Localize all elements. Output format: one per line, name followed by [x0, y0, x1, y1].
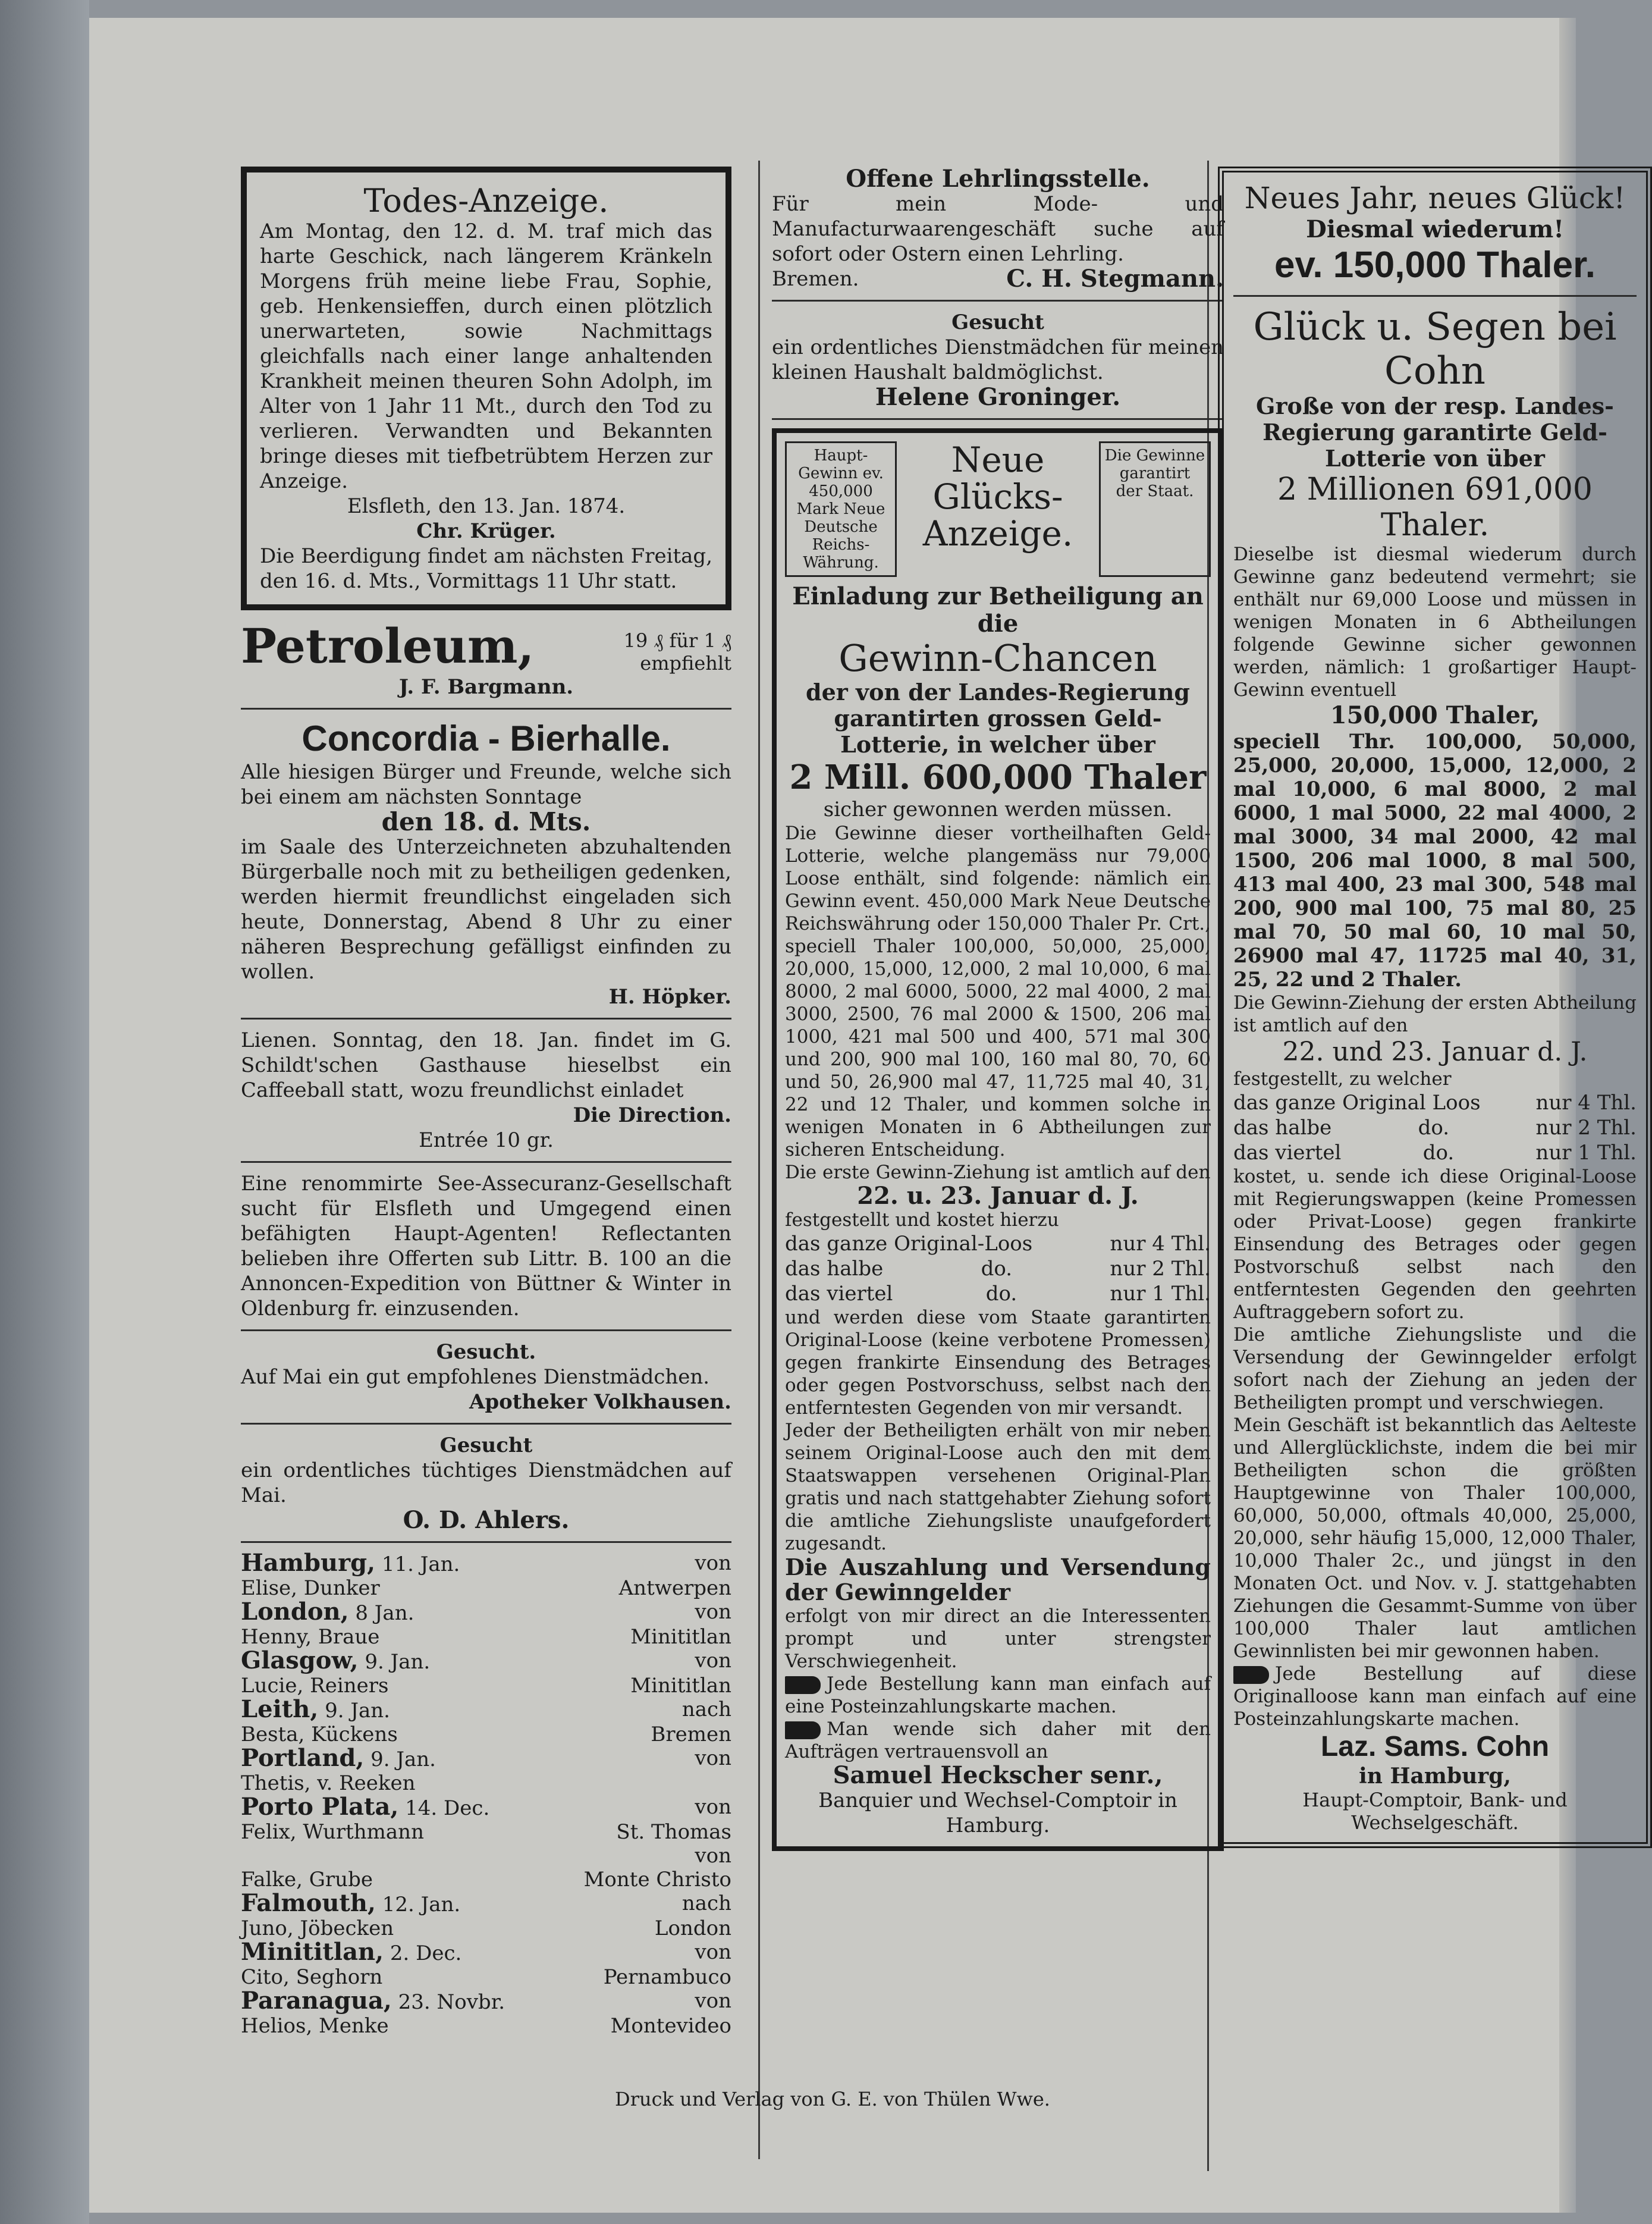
ship-entry: [241, 1695, 731, 1746]
pointing-hand-icon: [785, 1721, 821, 1739]
ship-direction: von: [695, 1989, 731, 2013]
ship-direction: von: [695, 1844, 731, 1868]
maid-wanted-text: ein ordentliches Dienstmädchen für meinen kleinen Haushalt baldmöglichst.: [772, 335, 1224, 384]
lottery-price-row: [785, 1231, 1211, 1256]
cohn-firm-city: in Hamburg,: [1359, 1764, 1511, 1789]
wanted-signer: Apotheker Volkhausen.: [469, 1390, 731, 1414]
petroleum-price: 19 ₰ für 1 ₰: [623, 629, 731, 652]
ship-place: London: [654, 1916, 731, 1940]
apprentice-ad: [772, 167, 1224, 291]
lottery-body-5: Jeder der Betheiligten erhält von mir neben seinem Original-Loose auch den mit dem Staatswappen versehenen Original-Plan gratis und nach stattgehabter Ziehung sofort die amtliche Ziehungsliste unaufgefordert zugesandt.: [785, 1420, 1211, 1554]
concordia-date: den 18. d. Mts.: [381, 807, 591, 836]
price-label: das viertel: [785, 1282, 893, 1306]
lottery-payout: erfolgt von mir direct an die Interessenten prompt und unter strengster Verschwiegenheit.: [785, 1605, 1211, 1672]
ship-port: Minititlan,: [241, 1938, 384, 1966]
price-label: das halbe: [1233, 1116, 1332, 1140]
ship-date: 9. Jan.: [365, 1650, 431, 1674]
cohn-brand: Glück u. Segen bei Cohn: [1253, 305, 1617, 393]
lottery-title: Neue Glücks-Anzeige.: [922, 440, 1073, 554]
lienen-signer: Die Direction.: [573, 1103, 731, 1127]
binder-edge: [0, 0, 89, 2224]
concordia-ad: [241, 718, 731, 1009]
ship-vessel: Juno, Jöbecken: [241, 1916, 394, 1940]
ship-vessel: Henny, Braue: [241, 1625, 380, 1649]
lienen-text: Lienen. Sonntag, den 18. Jan. findet im G. Schildt'schen Gasthause hieselbst ein Caffeeball statt, wozu freundlichst einladet: [241, 1028, 731, 1102]
apprentice-place: Bremen.: [772, 267, 859, 291]
wanted-ad-1: [241, 1340, 731, 1414]
cohn-text-3: Die Gewinn-Ziehung der ersten Abtheilung ist amtlich auf den: [1233, 992, 1637, 1036]
lienen-ad: [241, 1028, 731, 1153]
wanted-signer: O. D. Ahlers.: [403, 1506, 570, 1534]
divider: [241, 1329, 731, 1331]
cohn-order-text: Jede Bestellung auf diese Originalloose kann man einfach auf eine Posteinzahlungskarte machen.: [1233, 1663, 1637, 1730]
column-middle: [772, 167, 1224, 1851]
ship-vessel: Falke, Grube: [241, 1868, 373, 1892]
ship-vessel: Lucie, Reiners: [241, 1674, 389, 1698]
lottery-banker: Samuel Heckscher senr.,: [833, 1761, 1163, 1789]
price-label: das halbe: [785, 1257, 884, 1281]
wanted-ad-2: [241, 1433, 731, 1533]
ship-entry: [241, 1844, 731, 1892]
ship-port: Glasgow,: [241, 1646, 359, 1674]
cohn-text-6: Die amtliche Ziehungsliste und die Versendung der Gewinngelder erfolgt sofort nach der Ziehung an jeden der Betheiligten prompt und verschwiegen.: [1233, 1324, 1637, 1413]
ship-entry: [241, 1646, 731, 1698]
column-left: [241, 167, 731, 2038]
lottery-price-row: [785, 1256, 1211, 1281]
ship-entry: [241, 1940, 731, 1989]
cohn-price-row: [1233, 1115, 1637, 1140]
lottery-ad-heckscher: [772, 428, 1224, 1851]
ship-direction: von: [695, 1600, 731, 1624]
divider: [241, 1018, 731, 1020]
lottery-invite: Einladung zur Betheiligung an die: [792, 582, 1204, 638]
ship-place: St. Thomas: [616, 1820, 731, 1844]
cohn-firm-sub: Haupt-Comptoir, Bank- und Wechselgeschäft.: [1302, 1789, 1568, 1834]
price-value: nur 2 Thl.: [1535, 1116, 1637, 1140]
divider: [772, 418, 1224, 420]
divider: [772, 300, 1224, 302]
ship-vessel: Elise, Dunker: [241, 1576, 380, 1600]
ship-vessel: Cito, Seghorn: [241, 1965, 383, 1989]
ship-date: 23. Novbr.: [398, 1990, 505, 2014]
concordia-intro: Alle hiesigen Bürger und Freunde, welche sich bei einem am nächsten Sonntage: [241, 760, 731, 809]
lienen-entry: Entrée 10 gr.: [419, 1128, 554, 1152]
lottery-price-row: [785, 1281, 1211, 1306]
column-right: [1218, 167, 1652, 1848]
cohn-draw-date: 22. und 23. Januar d. J.: [1282, 1037, 1588, 1067]
price-ditto: do.: [1418, 1116, 1450, 1140]
ship-direction: nach: [681, 1698, 731, 1721]
ship-port: Porto Plata,: [241, 1793, 399, 1821]
ship-entry: [241, 1889, 731, 1940]
ship-entry: [241, 1795, 731, 1844]
ship-date: 12. Jan.: [382, 1893, 461, 1916]
cohn-headline: Neues Jahr, neues Glück!: [1244, 181, 1626, 215]
ship-entry: [241, 1746, 731, 1795]
lottery-chances: Gewinn-Chancen: [838, 636, 1157, 680]
lottery-main-prize-box: Haupt-Gewinn ev. 450,000 Mark Neue Deutsche Reichs-Währung.: [785, 441, 897, 577]
maid-wanted-title: Gesucht: [951, 310, 1044, 334]
lottery-body-4: und werden diese vom Staate garantirten Original-Loose (keine verbotene Promessen) gegen frankirte Einsendung des Betrages oder gegen Postvorschuss, selbst nach den entferntesten Gegenden von mir versandt.: [785, 1307, 1211, 1419]
price-label: das ganze Original Loos: [1233, 1091, 1481, 1115]
ship-date: 14. Dec.: [405, 1796, 490, 1820]
cohn-text-2: speciell Thr. 100,000, 50,000, 25,000, 20,000, 15,000, 12,000, 2 mal 10,000, 6 mal 8000, 2 mal 6000, 1 mal 5000, 22 mal 4000, 2 mal 3000, 34 mal 2000, 42 mal 1500, 206 mal 1000, 8 mal 500, 413 mal 400, 23 mal 300, 548 mal 200, 900 mal 100, 75 mal 80, 25 mal 70, 50 mal 60, 10 mal 50, 26900 mal 47, 11725 mal 40, 31, 25, 22 und 2 Thaler.: [1233, 730, 1637, 992]
lottery-ad-cohn: [1218, 167, 1652, 1848]
petroleum-title: Petroleum,: [241, 618, 535, 674]
divider: [241, 708, 731, 710]
pointing-hand-icon: [785, 1676, 821, 1694]
death-notice-title: Todes-Anzeige.: [363, 182, 609, 219]
ship-port: London,: [241, 1598, 349, 1626]
price-value: nur 4 Thl.: [1110, 1232, 1211, 1256]
ship-port: Leith,: [241, 1695, 319, 1723]
lottery-guarantee-box: Die Gewinne garantirt der Staat.: [1099, 441, 1211, 577]
agent-ad: Eine renommirte See-Assecuranz-Gesellschaft sucht für Elsfleth und Umgegend einen befähigten Haupt-Agenten! Reflectanten belieben ihre Offerten sub Littr. B. 100 an die Annoncen-Expedition von Büttner & Winter in Oldenburg fr. einzusenden.: [241, 1172, 731, 1320]
apprentice-text: Für mein Mode- und Manufacturwaarengeschäft suche auf sofort oder Ostern einen Lehrling.: [772, 192, 1224, 266]
divider: [241, 1423, 731, 1425]
shipping-news: [241, 1551, 731, 2038]
ship-date: 9. Jan.: [325, 1699, 390, 1723]
apprentice-title: Offene Lehrlingsstelle.: [846, 165, 1150, 193]
wanted-title: Gesucht.: [436, 1340, 536, 1364]
concordia-title: Concordia - Bierhalle.: [301, 719, 671, 758]
divider: [1233, 295, 1637, 297]
ship-direction: nach: [681, 1892, 731, 1915]
lottery-body-3: festgestellt und kostet hierzu: [785, 1209, 1059, 1231]
wanted-title: Gesucht: [439, 1433, 533, 1457]
lottery-body-1: Die Gewinne dieser vortheilhaften Geld-Lotterie, welche plangemäss nur 79,000 Loose enthält, sind folgende: nämlich ein Gewinn event. 450,000 Mark Neue Deutsche Reichswährung oder 150,000 Thaler Pr. Crt., speciell Thaler 100,000, 50,000, 25,000, 20,000, 15,000, 12,000, 2 mal 10,000, 6 mal 8000, 2 mal 6000, 5000, 22 mal 4000, 2 mal 3000, 2500, 76 mal 2000 & 1500, 206 mal 1000, 421 mal 500 und 400, 571 mal 300 und 200, 900 mal 100, 160 mal 80, 70, 60 und 50, 26,900 mal 47, 11,725 mal 40, 31, 22 und 12 Thaler, und kommen solche in wenigen Monaten in 6 Abtheilungen zur sicheren Entscheidung.: [785, 823, 1211, 1160]
death-notice-funeral: Die Beerdigung findet am nächsten Freitag, den 16. d. Mts., Vormittags 11 Uhr statt.: [260, 544, 712, 593]
cohn-text-4: festgestellt, zu welcher: [1233, 1068, 1452, 1090]
price-label: das viertel: [1233, 1141, 1342, 1165]
death-notice: [241, 167, 731, 610]
wanted-text: ein ordentliches tüchtiges Dienstmädchen auf Mai.: [241, 1458, 731, 1507]
imprint-footer: Druck und Verlag von G. E. von Thülen Wwe.: [615, 2088, 1050, 2110]
lottery-order-1-text: Jede Bestellung kann man einfach auf eine Posteinzahlungskarte machen.: [785, 1673, 1211, 1717]
price-value: nur 2 Thl.: [1110, 1257, 1211, 1281]
ship-port: Hamburg,: [241, 1549, 376, 1577]
ship-direction: von: [695, 1746, 731, 1770]
cohn-firm: Laz. Sams. Cohn: [1320, 1731, 1550, 1762]
price-value: nur 1 Thl.: [1535, 1141, 1637, 1165]
ship-date: 8 Jan.: [355, 1601, 414, 1625]
cohn-order: [1233, 1662, 1637, 1730]
death-notice-place-date: Elsfleth, den 13. Jan. 1874.: [347, 494, 626, 518]
ship-vessel: Thetis, v. Reeken: [241, 1771, 416, 1795]
lottery-of-the: der von der Landes-Regierung garantirten grossen Geld-Lotterie, in welcher über: [806, 679, 1190, 758]
ship-place: Pernambuco: [603, 1965, 731, 1989]
price-ditto: do.: [981, 1257, 1013, 1281]
maid-wanted-ad: [772, 310, 1224, 410]
ship-port: Paranagua,: [241, 1987, 392, 2015]
wanted-text: Auf Mai ein gut empfohlenes Dienstmädchen.: [241, 1365, 710, 1389]
ship-place: Monte Christo: [583, 1868, 731, 1892]
ship-place: Minititlan: [630, 1625, 731, 1649]
ship-vessel: Besta, Kückens: [241, 1723, 398, 1746]
lottery-order-1: [785, 1673, 1211, 1718]
divider: [241, 1541, 731, 1543]
ship-vessel: Felix, Wurthmann: [241, 1820, 424, 1844]
cohn-lottery: Große von der resp. Landes-Regierung garantirte Geld-Lotterie von über: [1256, 393, 1614, 472]
ship-vessel: Helios, Menke: [241, 2014, 389, 2038]
price-label: das ganze Original-Loos: [785, 1232, 1033, 1256]
pointing-hand-icon: [1233, 1666, 1269, 1684]
ship-place: Minititlan: [630, 1674, 731, 1698]
lottery-amount: 2 Mill. 600,000 Thaler: [789, 758, 1207, 797]
ship-date: 2. Dec.: [390, 1941, 462, 1965]
petroleum-signer: J. F. Bargmann.: [398, 675, 574, 699]
cohn-text-7: Mein Geschäft ist bekanntlich das Aelteste und Allerglücklichste, indem die bei mir Betheiligten schon die größten Hauptgewinne von Thaler 100,000, 60,000, 50,000, oftmals 40,000, 25,000, 20,000, sehr häufig 15,000, 12,000 Thaler, 10,000 Thaler 2c., und jüngst in den Monaten Oct. und Nov. v. J. stattgehabten Ziehungen die Gesammt-Summe von über 100,000 Thaler laut amtlichen Gewinnlisten bei mir gewonnen haben.: [1233, 1414, 1637, 1662]
death-notice-signer: Chr. Krüger.: [416, 519, 556, 543]
petroleum-recommend: empfiehlt: [640, 652, 731, 675]
lottery-body-2: Die erste Gewinn-Ziehung ist amtlich auf den: [785, 1162, 1211, 1183]
lottery-payout-title: Die Auszahlung und Versendung der Gewinngelder: [785, 1554, 1211, 1605]
cohn-amount: ev. 150,000 Thaler.: [1274, 244, 1596, 286]
price-value: nur 1 Thl.: [1110, 1282, 1211, 1306]
lottery-header: [785, 441, 1211, 577]
petroleum-ad: [241, 617, 731, 699]
apprentice-signer: C. H. Stegmann.: [1006, 265, 1224, 293]
ship-entry: [241, 1989, 731, 2038]
maid-wanted-signer: Helene Groninger.: [875, 383, 1121, 411]
ship-port: Falmouth,: [241, 1889, 376, 1917]
newspaper-page: [89, 18, 1637, 2213]
ship-entry: [241, 1551, 731, 1600]
cohn-text-1: Dieselbe ist diesmal wiederum durch Gewinne ganz bedeutend vermehrt; sie enthält nur 69,000 Loose und müssen in wenigen Monaten in 6 Abtheilungen folgende Gewinne sicher gewonnen werden, nämlich: 1 großartiger Haupt-Gewinn eventuell: [1233, 544, 1637, 701]
ship-date: 11. Jan.: [381, 1552, 460, 1576]
price-value: nur 4 Thl.: [1535, 1091, 1637, 1115]
lottery-order-2-text: Man wende sich daher mit den Aufträgen vertrauensvoll an: [785, 1718, 1211, 1762]
cohn-price-row: [1233, 1090, 1637, 1115]
ship-port: Portland,: [241, 1744, 365, 1772]
ship-place: Antwerpen: [618, 1576, 731, 1600]
ship-direction: von: [695, 1940, 731, 1964]
divider: [241, 1161, 731, 1163]
lottery-order-2: [785, 1718, 1211, 1763]
concordia-signer: H. Höpker.: [608, 985, 731, 1009]
price-ditto: do.: [1422, 1141, 1455, 1165]
cohn-millions: 2 Millionen 691,000 Thaler.: [1277, 472, 1593, 543]
cohn-text-5: kostet, u. sende ich diese Original-Loose mit Regierungswappen (keine Promessen oder Privat-Loose) gegen frankirte Einsendung des Betrages oder gegen Postvorschuß selbst nach den entferntesten Gegenden den geehrten Auftraggebern sofort zu.: [1233, 1166, 1637, 1323]
ship-date: 9. Jan.: [370, 1748, 436, 1771]
ship-place: Montevideo: [610, 2014, 731, 2038]
ship-direction: von: [695, 1795, 731, 1819]
column-rule: [758, 161, 760, 2159]
cohn-price-row: [1233, 1140, 1637, 1165]
ship-direction: von: [695, 1551, 731, 1575]
death-notice-text: Am Montag, den 12. d. M. traf mich das harte Geschick, nach längerem Kränkeln Morgens früh meine liebe Frau, Sophie, geb. Henkensieffen, durch einen plötzlich unerwarteten, sowie Nachmittags gleichfalls nach einer lange anhaltenden Krankheit meinen theuren Sohn Adolph, im Alter von 1 Jahr 11 Mt., durch den Tod zu verlieren. Verwandten und Bekannten bringe dieses mit tiefbetrübtem Herzen zur Anzeige.: [260, 219, 712, 493]
ship-place: Bremen: [651, 1723, 731, 1746]
price-ditto: do.: [985, 1282, 1017, 1306]
lottery-banker-sub: Banquier und Wechsel-Comptoir in Hamburg.: [818, 1789, 1177, 1837]
lottery-draw-date: 22. u. 23. Januar d. J.: [857, 1182, 1139, 1210]
ship-entry: [241, 1600, 731, 1649]
concordia-text: im Saale des Unterzeichneten abzuhaltenden Bürgerballe noch mit zu betheiligen gedenken, werden hiermit freundlichst eingeladen sich heute, Donnerstag, Abend 8 Uhr zu einer näheren Besprechung gefälligst einfinden zu wollen.: [241, 835, 731, 984]
ship-direction: von: [695, 1649, 731, 1673]
cohn-main-prize: 150,000 Thaler,: [1330, 701, 1540, 729]
cohn-again: Diesmal wiederum!: [1306, 215, 1564, 243]
lottery-sure: sicher gewonnen werden müssen.: [823, 798, 1173, 821]
